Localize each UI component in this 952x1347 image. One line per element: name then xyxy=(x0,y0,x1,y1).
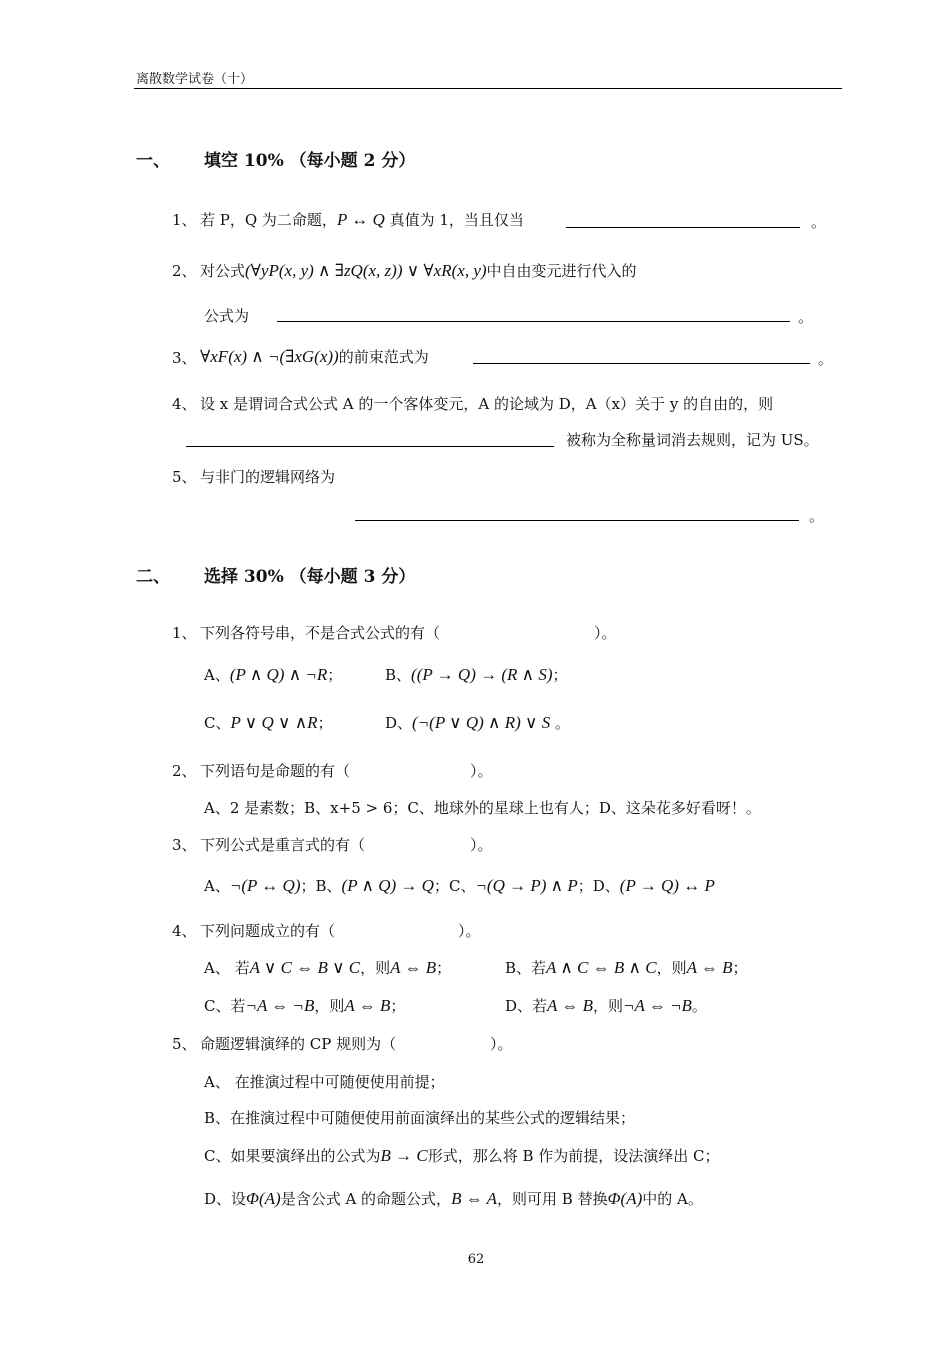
s1-q1-answer-blank[interactable] xyxy=(566,227,800,228)
s1-q1-math: P ↔ Q xyxy=(336,210,385,229)
s1-q2-number: 2、 xyxy=(172,262,197,280)
option-sep: 。 xyxy=(691,997,707,1015)
s2-q4-option-c xyxy=(204,995,405,1016)
option-math: ¬(Q → P) ∧ P xyxy=(475,876,578,895)
option-sep: 。 xyxy=(555,714,571,732)
section2-number: 二、 xyxy=(136,567,170,587)
option-post: 形式，那么将 B 作为前提，设法演绎出 C； xyxy=(427,1147,720,1165)
s2-q5-option-b: B、在推演过程中可随便使用前面演绎出的某些公式的逻辑结果； xyxy=(204,1109,636,1127)
s2-q5-close: ）。 xyxy=(490,1035,513,1053)
option-sep: ； xyxy=(732,959,748,977)
option-mid: ，则 xyxy=(360,959,391,977)
page-number: 62 xyxy=(467,1252,485,1267)
option-pre: D、设 xyxy=(204,1190,247,1208)
s1-q1-pre: 若 P，Q 为二命题， xyxy=(200,211,337,229)
option-label: B、若 xyxy=(505,959,547,977)
s1-q2-line2: 公式为 xyxy=(204,307,250,325)
option-math: A ∧ C ⇔ B ∧ C xyxy=(546,958,657,977)
s1-q3-post: 的前束范式为 xyxy=(338,348,429,366)
option-math: Φ(A) xyxy=(246,1189,281,1208)
page-header: 离散数学试卷（十） xyxy=(136,72,254,87)
option-label: D、若 xyxy=(505,997,548,1015)
s1-q5-answer-blank[interactable] xyxy=(355,520,799,521)
option-sep: ； xyxy=(552,666,568,684)
option-sep: ； xyxy=(433,877,449,895)
s2-q4-option-d xyxy=(505,995,707,1016)
option-math: (P → Q) ↔ P xyxy=(619,876,715,895)
option-math: ((P → Q) → (R ∧ S) xyxy=(411,665,553,684)
option-sep: ； xyxy=(300,877,316,895)
s1-q2-answer-blank[interactable] xyxy=(277,321,790,322)
s2-q4-number: 4、 xyxy=(172,922,197,940)
s2-q1-option-d xyxy=(385,712,570,733)
option-sep: ； xyxy=(317,714,333,732)
s2-q3-text: 下列公式是重言式的有（ xyxy=(200,836,366,854)
s1-q1-number: 1、 xyxy=(172,211,197,229)
option-math: ¬A ⇔ ¬B xyxy=(245,996,315,1015)
s2-q5-option-c xyxy=(204,1145,720,1166)
option-math: (¬(P ∨ Q) ∧ R) ∨ S xyxy=(412,713,551,732)
option-label: D、 xyxy=(592,877,620,895)
s1-q2-end: 。 xyxy=(798,308,814,326)
option-math: A ⇔ B xyxy=(547,996,593,1015)
s2-q2-close: ）。 xyxy=(470,762,493,780)
option-sep: ； xyxy=(577,877,593,895)
option-sep: ； xyxy=(436,959,452,977)
option-mid: ，则 xyxy=(593,997,624,1015)
s1-q1-end: 。 xyxy=(811,213,827,231)
option-math: (P ∧ Q) → Q xyxy=(341,876,434,895)
s1-q2-pre: 对公式 xyxy=(200,262,246,280)
s1-q4-number: 4、 xyxy=(172,395,197,413)
option-sep: ； xyxy=(327,666,343,684)
option-label: D、 xyxy=(385,714,413,732)
s1-q1-text xyxy=(200,209,524,230)
s2-q4-text: 下列问题成立的有（ xyxy=(200,922,336,940)
header-rule xyxy=(134,88,842,89)
s1-q2-post: 中自由变元进行代入的 xyxy=(486,262,637,280)
option-math: A ⇔ B xyxy=(390,958,437,977)
s1-q3-answer-blank[interactable] xyxy=(473,363,810,364)
s1-q4-line2: 被称为全称量词消去规则，记为 US。 xyxy=(566,431,819,449)
section2-title: 选择 30% （每小题 3 分） xyxy=(204,567,416,587)
s2-q5-text: 命题逻辑演绎的 CP 规则为（ xyxy=(200,1035,397,1053)
s2-q1-option-b xyxy=(385,664,568,685)
s2-q1-text: 下列各符号串，不是合式公式的有（ xyxy=(200,624,441,642)
s2-q4-option-b xyxy=(505,957,748,978)
s2-q2-options: A、2 是素数；B、x+5 > 6；C、地球外的星球上也有人；D、这朵花多好看呀！。 xyxy=(204,799,761,817)
option-math: ¬(P ↔ Q) xyxy=(229,876,301,895)
s2-q3-close: ）。 xyxy=(470,836,493,854)
s1-q5-end: 。 xyxy=(809,507,825,525)
section1-title: 填空 10% （每小题 2 分） xyxy=(204,151,416,171)
s2-q4-close: ）。 xyxy=(458,922,481,940)
s2-q3-options xyxy=(204,875,715,896)
s1-q5-text: 与非门的逻辑网络为 xyxy=(200,468,336,486)
s1-q3-end: 。 xyxy=(818,350,834,368)
s1-q3-number: 3、 xyxy=(172,349,197,367)
option-label: B、 xyxy=(315,877,342,895)
s1-q4-text: 设 x 是谓词合式公式 A 的一个客体变元，A 的论域为 D，A（x）关于 y 的自由的，则 xyxy=(200,395,774,413)
option-math: P ∨ Q ∨ ∧R xyxy=(230,713,318,732)
s2-q3-number: 3、 xyxy=(172,836,197,854)
s1-q2-text xyxy=(200,260,637,281)
s2-q2-number: 2、 xyxy=(172,762,197,780)
option-mid: ，则可用 B 替换 xyxy=(497,1190,608,1208)
s1-q3-math: ∀xF(x) ∧ ¬(∃xG(x)) xyxy=(200,347,339,366)
option-label: C、 xyxy=(204,714,231,732)
option-mid: ，则 xyxy=(656,959,687,977)
option-label: C、若 xyxy=(204,997,246,1015)
option-math: A ⇔ B xyxy=(686,958,733,977)
option-label: A、 若 xyxy=(204,959,250,977)
s1-q1-post: 真值为 1，当且仅当 xyxy=(389,211,524,229)
option-math: ¬A ⇔ ¬B xyxy=(623,996,692,1015)
option-label: A、 xyxy=(204,877,230,895)
option-math: A ∨ C ⇔ B ∨ C xyxy=(249,958,361,977)
s1-q2-math: (∀yP(x, y) ∧ ∃zQ(x, z)) ∨ ∀xR(x, y) xyxy=(245,261,487,280)
s2-q1-option-c xyxy=(204,712,333,733)
s2-q2-text: 下列语句是命题的有（ xyxy=(200,762,351,780)
s2-q1-close: ）。 xyxy=(594,624,617,642)
option-label: C、 xyxy=(448,877,476,895)
option-mid: ，则 xyxy=(314,997,345,1015)
s2-q1-option-a xyxy=(204,664,342,685)
option-mid: 是含公式 A 的命题公式， xyxy=(280,1190,452,1208)
option-math: Φ(A) xyxy=(607,1189,643,1208)
s2-q5-option-a: A、 在推演过程中可随便使用前提； xyxy=(204,1073,445,1091)
option-math: B ⇔ A xyxy=(451,1189,498,1208)
s1-q3-text xyxy=(200,346,429,367)
option-pre: C、如果要演绎出的公式为 xyxy=(204,1147,381,1165)
s2-q5-number: 5、 xyxy=(172,1035,197,1053)
option-post: 中的 A。 xyxy=(642,1190,703,1208)
s2-q4-option-a xyxy=(204,957,451,978)
option-math: A ⇔ B xyxy=(344,996,391,1015)
option-math: B → C xyxy=(380,1146,428,1165)
s2-q5-option-d xyxy=(204,1188,703,1209)
option-math: (P ∧ Q) ∧ ¬R xyxy=(229,665,328,684)
section1-number: 一、 xyxy=(136,151,170,171)
s1-q5-number: 5、 xyxy=(172,468,197,486)
option-label: B、 xyxy=(385,666,412,684)
option-label: A、 xyxy=(204,666,230,684)
option-sep: ； xyxy=(390,997,406,1015)
s1-q4-answer-blank[interactable] xyxy=(186,446,554,447)
s2-q1-number: 1、 xyxy=(172,624,197,642)
